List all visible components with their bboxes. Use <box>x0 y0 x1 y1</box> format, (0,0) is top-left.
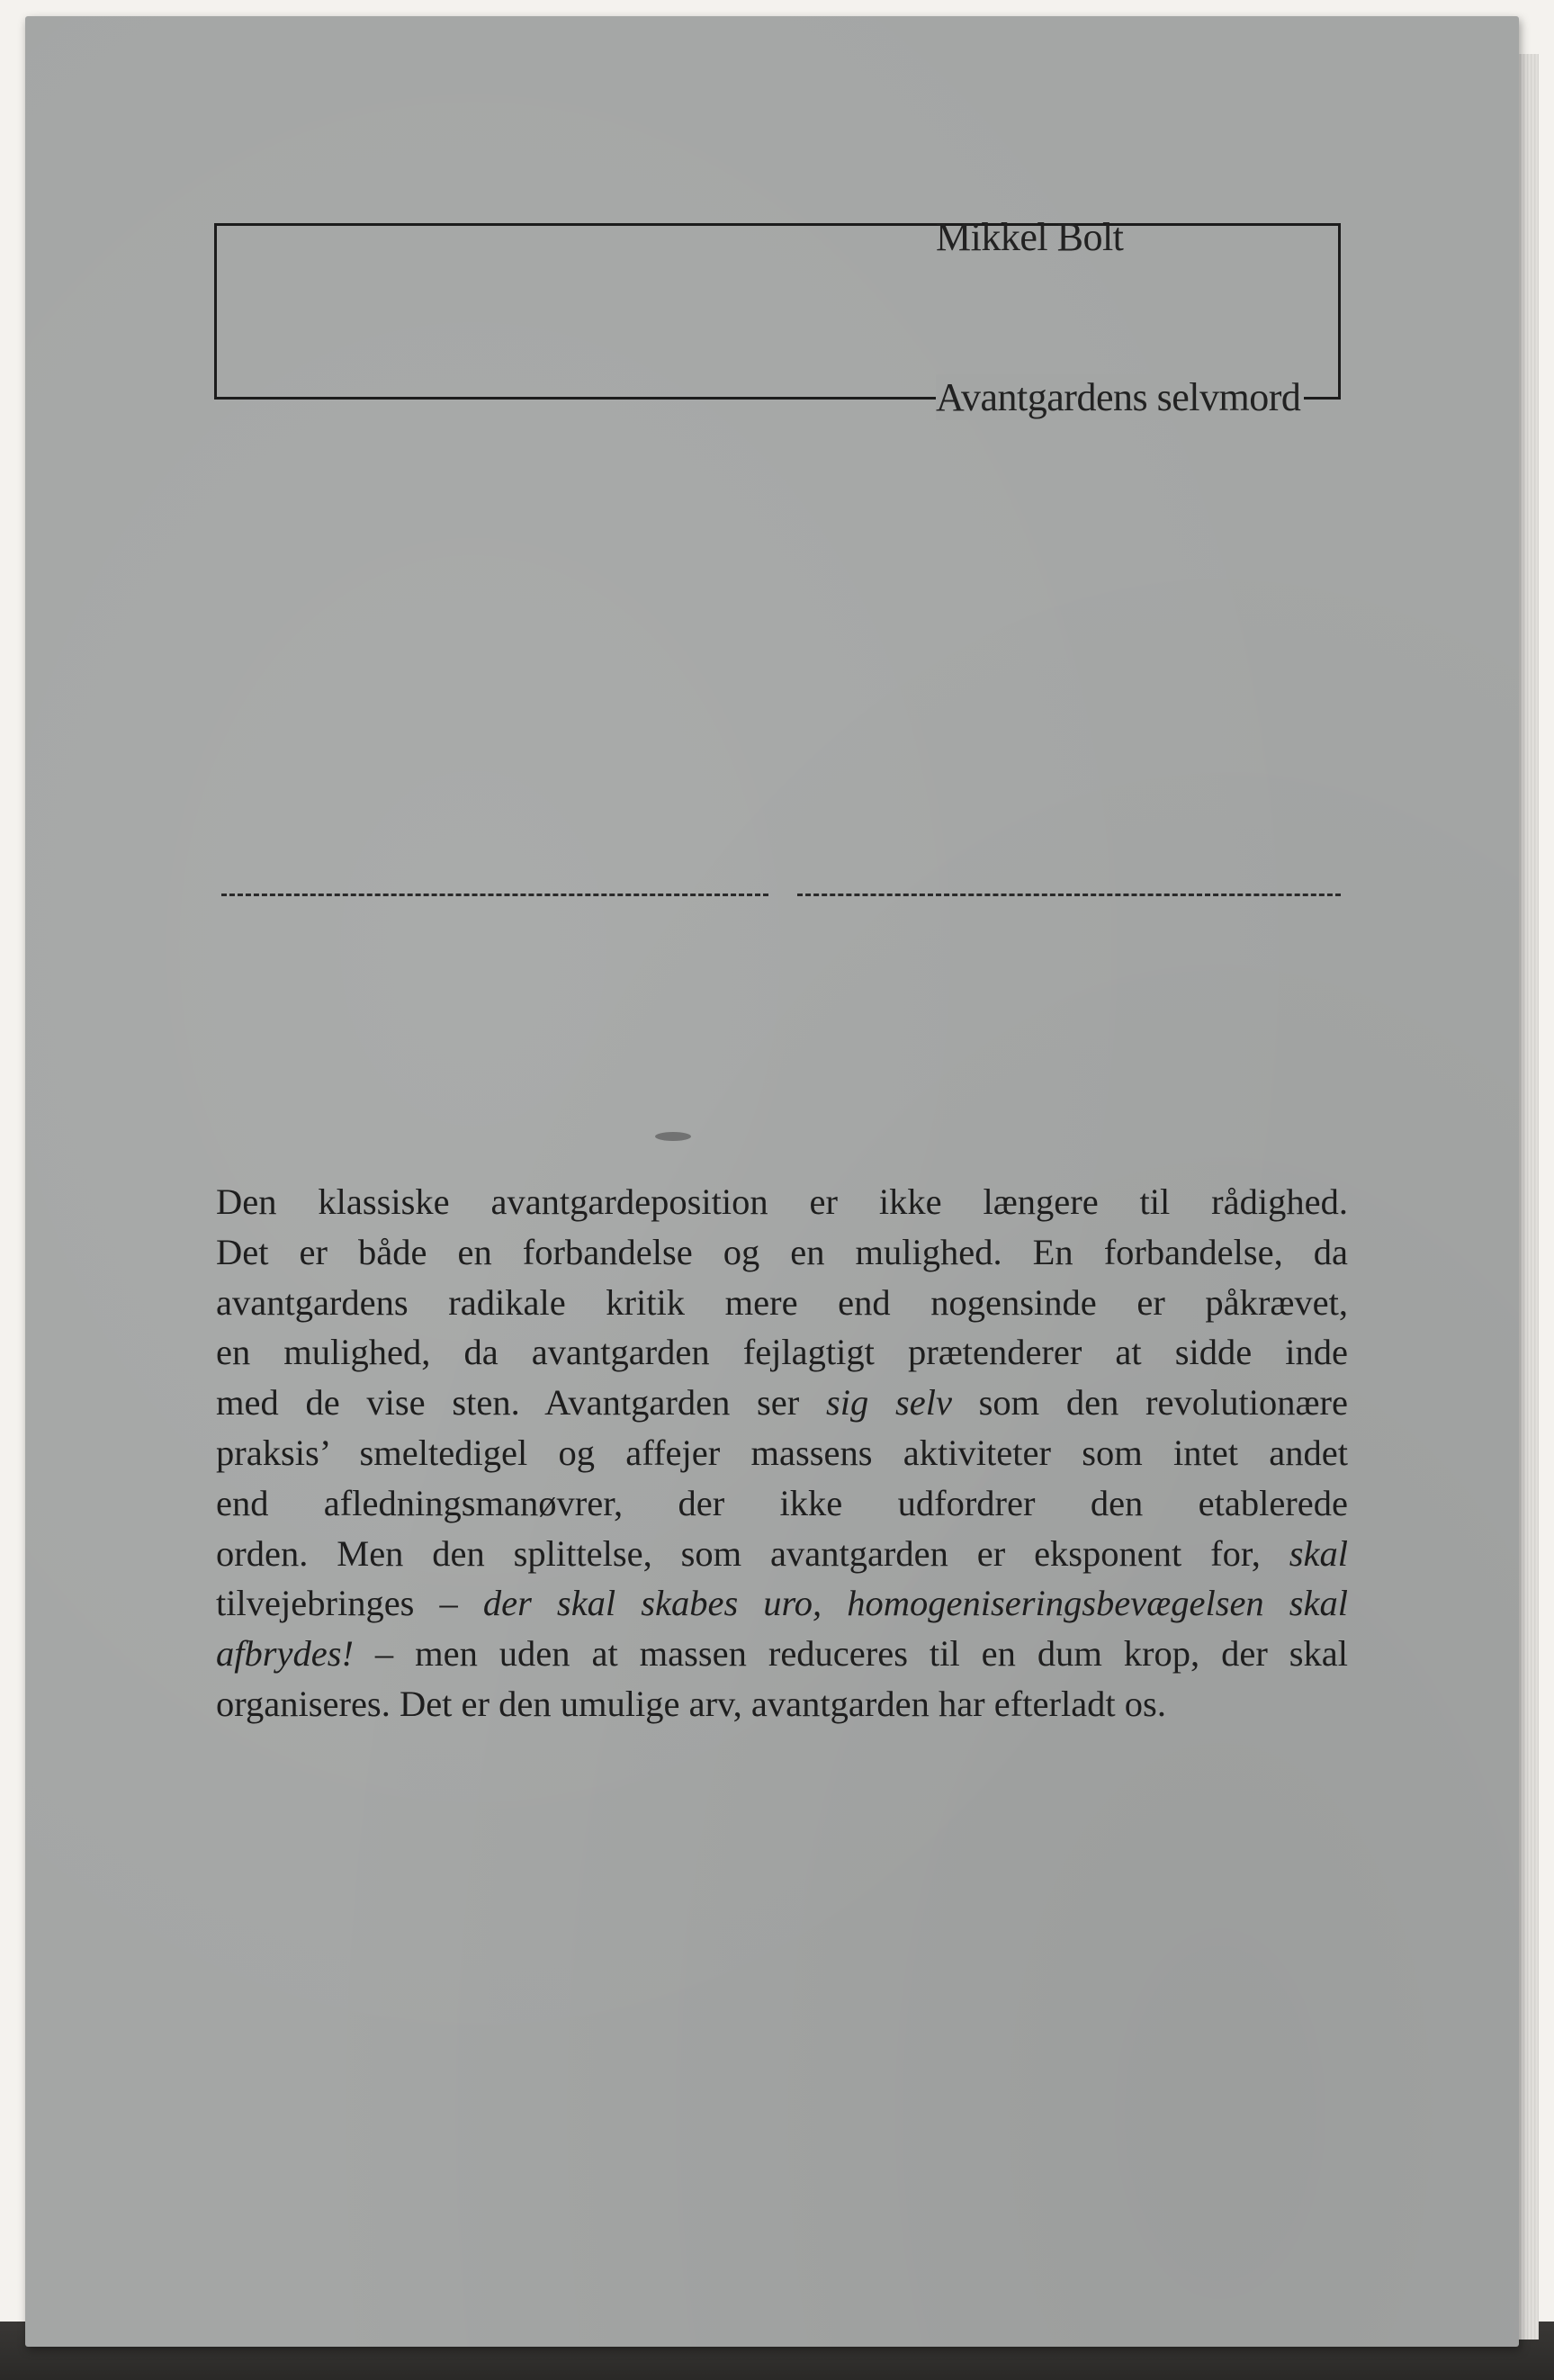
blurb-italic: der skal skabes uro, homogeniseringsbevægelsen skal <box>482 1583 1348 1624</box>
blurb-text: orden. Men den splittelse, som avantgarden er eksponent for, <box>216 1532 1289 1574</box>
blurb-line <box>216 1529 1348 1579</box>
blurb-line: organiseres. Det er den umulige arv, avantgarden har efterladt os. <box>216 1683 1166 1724</box>
blurb-line <box>216 1378 1348 1428</box>
blurb-line: praksis’ smeltedigel og affejer massens aktiviteter som intet andet <box>216 1432 1348 1473</box>
blurb-line: end afledningsmanøvrer, der ikke udfordrer den etablerede <box>216 1482 1348 1523</box>
book-back-cover <box>25 16 1519 2347</box>
blurb-line: Det er både en forbandelse og en mulighed. En forbandelse, da <box>216 1231 1348 1272</box>
blurb-line: avantgardens radikale kritik mere end nogensinde er påkrævet, <box>216 1281 1348 1323</box>
dashed-rule-left <box>221 894 768 896</box>
back-cover-blurb <box>216 1177 1348 1729</box>
blurb-italic: afbrydes! <box>216 1633 354 1675</box>
blurb-text: – men uden at massen reduceres til en dum krop, der skal <box>353 1633 1348 1675</box>
blurb-text: tilvejebringes – <box>216 1583 483 1624</box>
blurb-italic: sig selv <box>825 1382 952 1424</box>
author-name: Mikkel Bolt <box>936 215 1124 259</box>
title-frame <box>214 223 1341 400</box>
blurb-italic: skal <box>1289 1532 1348 1574</box>
blurb-line: en mulighed, da avantgarden fejlagtigt prætenderer at sidde inde <box>216 1332 1348 1373</box>
book-title: Avantgardens selvmord <box>936 374 1304 420</box>
blurb-text: med de vise sten. Avantgarden ser <box>216 1382 826 1424</box>
blurb-line: Den klassiske avantgardeposition er ikke længere til rådighed. <box>216 1181 1348 1222</box>
dashed-rule-right <box>797 894 1341 896</box>
blurb-line <box>216 1578 1348 1629</box>
cover-smudge <box>655 1132 691 1141</box>
blurb-text: som den revolutionære <box>951 1382 1349 1424</box>
blurb-line <box>216 1629 1348 1679</box>
